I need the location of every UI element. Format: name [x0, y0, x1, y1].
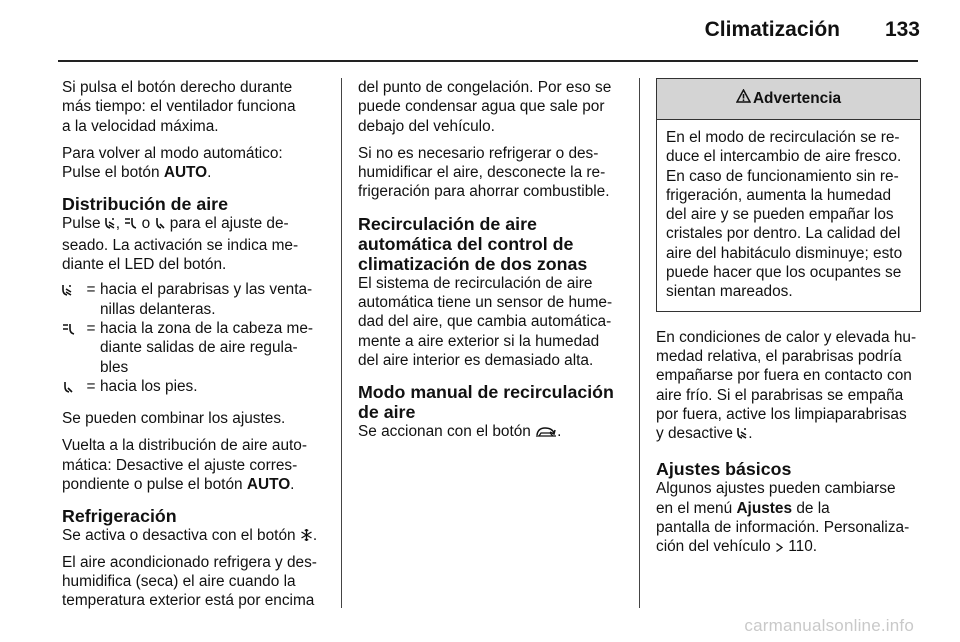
windscreen-air-icon: [62, 283, 73, 302]
paragraph-auto-mode: Para volver al modo automático: Pulse el botón AUTO.: [62, 144, 283, 182]
auto-key-label: AUTO: [163, 164, 208, 182]
definition-item-head: = hacia la zona de la cabeza me- diante salidas de aire regula- bles: [62, 319, 326, 377]
heading-distribution: Distribución de aire: [62, 194, 228, 215]
definition-list: [62, 280, 326, 399]
head-air-icon: [62, 322, 75, 341]
watermark: carmanualsonline.info: [744, 616, 914, 635]
column-divider: [639, 78, 640, 608]
paragraph-fan-max: Si pulsa el botón derecho durante más tiempo: el ventilador funciona a la velocidad máxima.: [62, 79, 296, 135]
paragraph-auto-recirculation: El sistema de recirculación de aire automática tiene un sensor de hume- dad del aire, que cambia automática- mente a aire exterior si la humedad del aire interior es demasiado alta.: [358, 274, 613, 369]
windscreen-air-icon: [737, 426, 748, 445]
definition-item-feet: = hacia los pies.: [62, 377, 326, 399]
paragraph-manual-recirculation: Se accionan con el botón .: [358, 422, 624, 443]
heading-cooling: Refrigeración: [62, 506, 177, 527]
snowflake-icon: [300, 528, 313, 547]
warning-body: En el modo de recirculación se re- duce el intercambio de aire fresco. En caso de funcionamiento sin re- frigeración, aumenta la humedad del aire y se pueden empañar los cristales por dentro. La calidad del aire del habitáculo disminuye; esto puede hacer que los ocupantes se sientan mareados.: [666, 129, 903, 301]
column-2: [358, 78, 624, 452]
feet-air-icon: [154, 216, 165, 235]
paragraph-distribution-intro: Pulse , o para el ajuste de- seado. La activación se indica me- diante el LED del botón.: [62, 215, 299, 274]
column-3: [656, 78, 921, 567]
head-air-icon: [124, 216, 137, 235]
page-reference-icon: [775, 539, 784, 558]
warning-title: Advertencia: [752, 90, 842, 108]
page-header-title: Climatización: [704, 18, 840, 41]
warning-header: [657, 79, 920, 120]
paragraph-fogging: En condiciones de calor y elevada hu- medad relativa, el parabrisas podría empañarse por fuera en contacto con aire frío. Si el parabrisas se empaña por fuera, active los limpiaparabrisas y desactive .: [656, 328, 921, 446]
paragraph-combine: Se pueden combinar los ajustes.: [62, 410, 286, 428]
paragraph-cooling-toggle: Se activa o desactiva con el botón .: [62, 526, 326, 547]
warning-box: [656, 78, 921, 312]
warning-triangle-icon: [736, 89, 751, 108]
paragraph-return-auto: Vuelta a la distribución de aire auto- mática: Desactive el ajuste corres- pondiente o pulse el botón AUTO.: [62, 437, 307, 494]
header-rule: [58, 60, 918, 62]
page-reference[interactable]: 110.: [783, 538, 818, 556]
heading-manual-recirculation: Modo manual de recirculación de aire: [358, 382, 614, 423]
heading-auto-recirculation: Recirculación de aire automática del control de climatización de dos zonas: [358, 213, 588, 274]
auto-key-label: AUTO: [246, 476, 291, 494]
definition-item-windscreen: = hacia el parabrisas y las venta- nillas delanteras.: [62, 280, 326, 319]
paragraph-disable-cooling: Si no es necesario refrigerar o des- humidificar el aire, desconecte la re- frigeración para ahorrar combustible.: [358, 144, 610, 201]
paragraph-basic-settings: Algunos ajustes pueden cambiarse en el menú Ajustes de la pantalla de información. Personaliza- ción del vehículo 110.: [656, 479, 921, 558]
recirculation-icon: [535, 424, 557, 443]
paragraph-condensation: del punto de congelación. Por eso se puede condensar agua que sale por debajo del vehículo.: [358, 79, 612, 135]
paragraph-ac-function: El aire acondicionado refrigera y des- humidifica (seca) el aire cuando la temperatura exterior está por encima: [62, 553, 317, 610]
heading-basic-settings: Ajustes básicos: [656, 459, 792, 480]
windscreen-air-icon: [105, 216, 116, 235]
column-divider: [341, 78, 342, 608]
feet-air-icon: [62, 380, 73, 399]
column-1: [62, 78, 326, 619]
page-number: 133: [884, 18, 920, 41]
settings-menu-label: Ajustes: [736, 499, 793, 517]
